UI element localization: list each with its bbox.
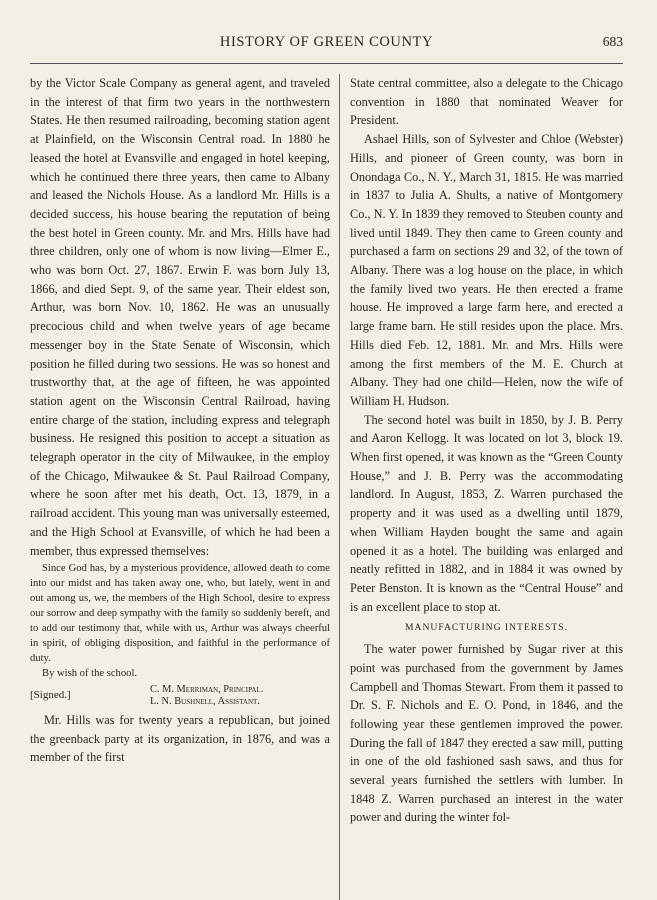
paragraph: The water power furnished by Sugar river at this point was purchased from the government by James Campbell and Thomas Stewart. From them it passed to Dr. S. F. Nichols and E. O. Pond, in 1846, and the following year these gentlemen improved the power. During the fall of 1847 they erected a saw mill, putting in one of the old fashioned sash saws, and thus for several years furnished the settlers with lumber. In 1848 Z. Warren purchased an interest in the water power and during the winter fol- bbox=[350, 642, 623, 825]
paragraph: The second hotel was built in 1850, by J. B. Perry and Aaron Kellogg. It was located on lot 3, block 19. When first opened, it was known as the “Green County House,” and J. B. Perry was the accommodating landlord. In August, 1853, Z. Warren purchased the property and it was used as a dwelling until 1879, when William Hayden bought the same and again opened it as a hotel. The building was enlarged and neatly refitted in 1882, and in 1884 it was owned by Peter Benston. It is known as the “Central House” and is an excellent place to stop at. bbox=[350, 412, 623, 614]
page-number: 683 bbox=[602, 34, 623, 49]
signer-assistant: L. N. Bushnell, Assistant. bbox=[150, 695, 260, 707]
signed-label: [Signed.] bbox=[30, 689, 71, 702]
paragraph: Mr. Hills was for twenty years a republican, but joined the greenback party at its organization, in 1876, and was a member of the first bbox=[30, 712, 330, 765]
page-header bbox=[30, 34, 623, 58]
signers bbox=[150, 684, 263, 708]
school-resolution: Since God has, by a mysterious providence, allowed death to come into our midst and has taken away one, who, but lately, went in and out among us, we, the members of the High School, desire to express our sorrow and deep sympathy with the family so suddenly bereft, and to add our testimony that, while with us, Arthur was always cheerful in spirit, of obliging disposition, and faithful in the performance of duty. bbox=[30, 563, 330, 664]
paragraph: Ashael Hills, son of Sylvester and Chloe (Webster) Hills, and pioneer of Green county, was born in Onondaga Co., N. Y., March 31, 1815. He was married in 1837 to Julia A. Shults, a native of Montgomery Co., N. Y. In 1839 they removed to Steuben county and lived until 1849. They then came to Green county and purchased a farm on sections 29 and 32, of the town of Albany. There was a log house on the place, in which the family lived two years. He then erected a frame house. He improved a large farm here, and erected a large frame barn. He still resides upon the place. Mrs. Hills died Feb. 12, 1881. Mr. and Mrs. Hills were among the first members of the M. E. Church at Albany. They had one child—Helen, now the wife of William H. Hudson. bbox=[350, 132, 623, 408]
paragraph: State central committee, also a delegate to the Chicago convention in 1880 that nominated Weaver for President. bbox=[350, 76, 623, 128]
right-column bbox=[350, 74, 623, 900]
column-divider bbox=[339, 74, 340, 900]
running-head: HISTORY OF GREEN COUNTY bbox=[219, 34, 434, 50]
by-wish-line: By wish of the school. bbox=[42, 667, 138, 679]
signature-block bbox=[30, 684, 330, 708]
section-heading: MANUFACTURING INTERESTS. bbox=[405, 622, 568, 634]
signer-principal: C. M. Merriman, Principal. bbox=[150, 683, 264, 695]
left-column bbox=[30, 74, 330, 900]
paragraph: by the Victor Scale Company as general agent, and traveled in the interest of that firm two years in the northwestern States. He then resumed railroading, becoming station agent at Plainfield, on the Wisconsin Central road. In 1880 he leased the hotel at Evansville and engaged in hotel keeping, which he continued there three years, then came to Albany and leased the Nichols House. As a landlord Mr. Hills is a decided success, his house bearing the reputation of being the best hotel in Green county. Mr. and Mrs. Hills have had three children, only one of whom is now living—Elmer E., who was born Oct. 27, 1867. Erwin F. was born July 13, 1866, and died Sept. 9, of the same year. Their eldest son, Arthur, was born Nov. 10, 1862. He was an unusually precocious child and when twelve years of age became messenger boy in the State Senate of Wisconsin, which position he filled during two sessions. He was so honest and trustworthy that, at the age of fifteen, he was appointed station agent on the Wisconsin Central Railroad, having entire charge of the station, including express and telegraph business. He resigned this position to accept a situation as telegraph operator in the city of Milwaukee, in the employ of the Chicago, Milwaukee & St. Paul Railroad Company, where he soon after met his death, Oct. 13, 1879, in a railroad accident. This young man was universally esteemed, and the High School at Evansville, of which he had been a member, thus expressed themselves: bbox=[30, 76, 330, 558]
header-rule bbox=[30, 63, 623, 64]
